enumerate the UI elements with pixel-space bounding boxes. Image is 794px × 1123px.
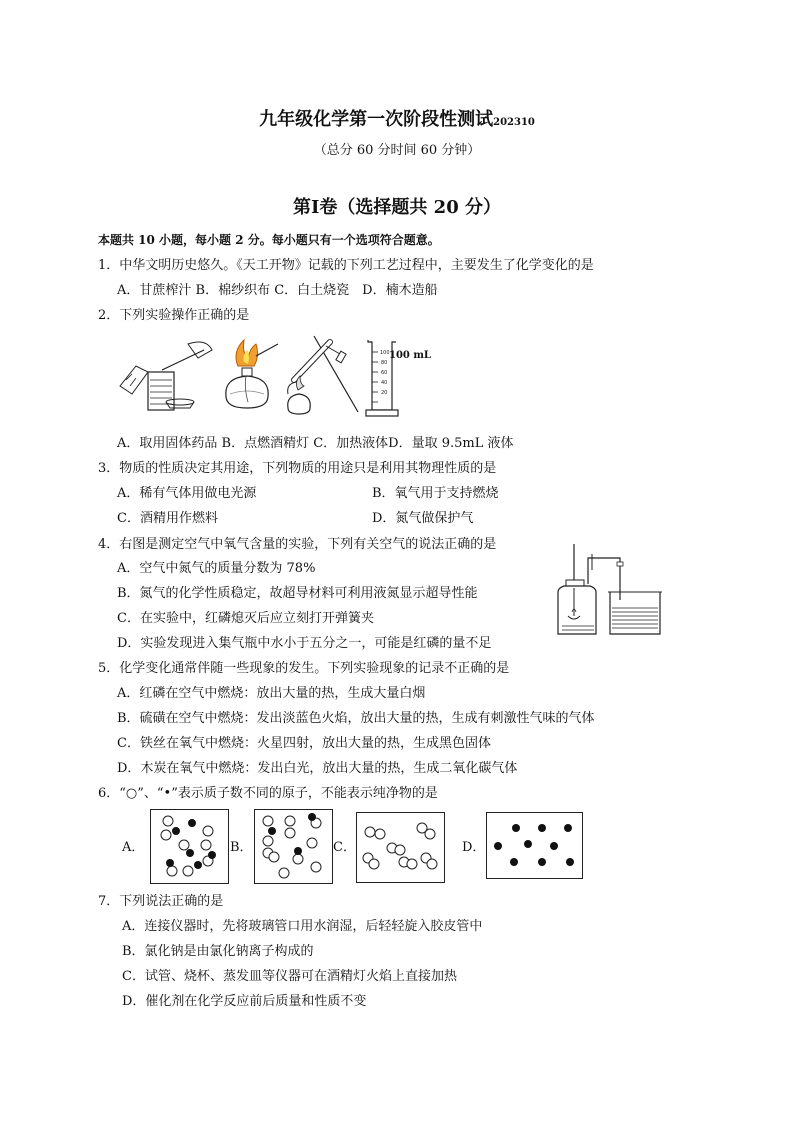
q6-box-c [356,812,446,884]
exam-date: 202310 [493,117,535,128]
q6-box-b [254,809,334,885]
q4-option-b: B．氮气的化学性质稳定，故超导材料可利用液氮显示超导性能 [117,586,478,601]
q3-option-a: A．稀有气体用做电光源 [117,486,257,501]
q3-option-b: B．氧气用于支持燃烧 [372,486,499,501]
q6-label-a: A． [122,840,145,855]
q5-option-d: D．木炭在氧气中燃烧：发出白光，放出大量的热，生成二氧化碳气体 [117,761,518,776]
q6-box-d [486,812,584,880]
q1-options: A．甘蔗榨汁 B．棉纱织布 C．白土烧瓷 D．楠木造船 [117,283,438,298]
q6-label-c: C． [333,840,356,855]
q7-stem: 7．下列说法正确的是 [98,894,224,909]
svg-text:60: 60 [381,370,388,376]
section-heading: 第Ⅰ卷（选择题共 20 分） [292,197,501,218]
q7-option-c: C．试管、烧杯、蒸发皿等仪器可在酒精灯火焰上直接加热 [122,969,457,984]
q2-options: A．取用固体药品 B．点燃酒精灯 C．加热液体D．量取 9.5mL 液体 [117,436,514,451]
exam-title [0,109,794,134]
q1-stem: 1．中华文明历史悠久。《天工开物》记载的下列工艺过程中，主要发生了化学变化的是 [98,258,594,273]
q4-option-d: D．实验发现进入集气瓶中水小于五分之一，可能是红磷的量不足 [117,636,492,651]
q6-label-b: B． [230,840,253,855]
heating-liquid-figure [282,332,362,418]
q5-option-a: A．红磷在空气中燃烧：放出大量的热，生成大量白烟 [117,686,426,701]
q3-option-c: C．酒精用作燃料 [117,511,218,526]
q5-option-c: C．铁丝在氧气中燃烧：火星四射，放出大量的热，生成黑色固体 [117,736,491,751]
q4-stem: 4．右图是测定空气中氧气含量的实验，下列有关空气的说法正确的是 [98,537,497,552]
q7-option-a: A．连接仪器时，先将玻璃管口用水润湿，后轻轻旋入胶皮管中 [122,919,483,934]
q4-option-a: A．空气中氮气的质量分数为 78% [117,561,316,576]
svg-text:100: 100 [380,350,390,356]
q3-option-d: D．氮气做保护气 [372,511,474,526]
solid-reagent-figure [118,336,213,416]
q6-box-a [150,809,230,885]
q4-option-c: C．在实验中，红磷熄灭后应立刻打开弹簧夹 [117,611,374,626]
svg-text:80: 80 [381,360,388,366]
section-instructions: 本题共 10 小题，每小题 2 分。每小题只有一个选项符合题意。 [98,233,440,247]
q7-option-b: B．氯化钠是由氯化钠离子构成的 [122,944,314,959]
q6-stem: 6．“○”、“•”表示质子数不同的原子，不能表示纯净物的是 [98,786,438,801]
q7-option-d: D．催化剂在化学反应前后质量和性质不变 [122,994,367,1009]
q6-label-d: D． [462,840,486,855]
q3-stem: 3．物质的性质决定其用途，下列物质的用途只是利用其物理性质的是 [98,461,497,476]
measuring-cylinder-figure [364,336,434,420]
svg-text:20: 20 [381,390,388,396]
oxygen-content-apparatus-figure [556,540,672,640]
alcohol-lamp-figure [216,338,282,418]
q2-stem: 2．下列实验操作正确的是 [98,308,250,323]
exam-title-text: 九年级化学第一次阶段性测试 [259,109,494,130]
exam-subtitle: （总分 60 分时间 60 分钟） [313,143,481,158]
q5-option-b: B．硫磺在空气中燃烧：发出淡蓝色火焰，放出大量的热，生成有刺激性气味的气体 [117,711,595,726]
svg-text:40: 40 [381,380,388,386]
q5-stem: 5．化学变化通常伴随一些现象的发生。下列实验现象的记录不正确的是 [98,661,510,676]
cylinder-label: 100 mL [389,350,431,361]
